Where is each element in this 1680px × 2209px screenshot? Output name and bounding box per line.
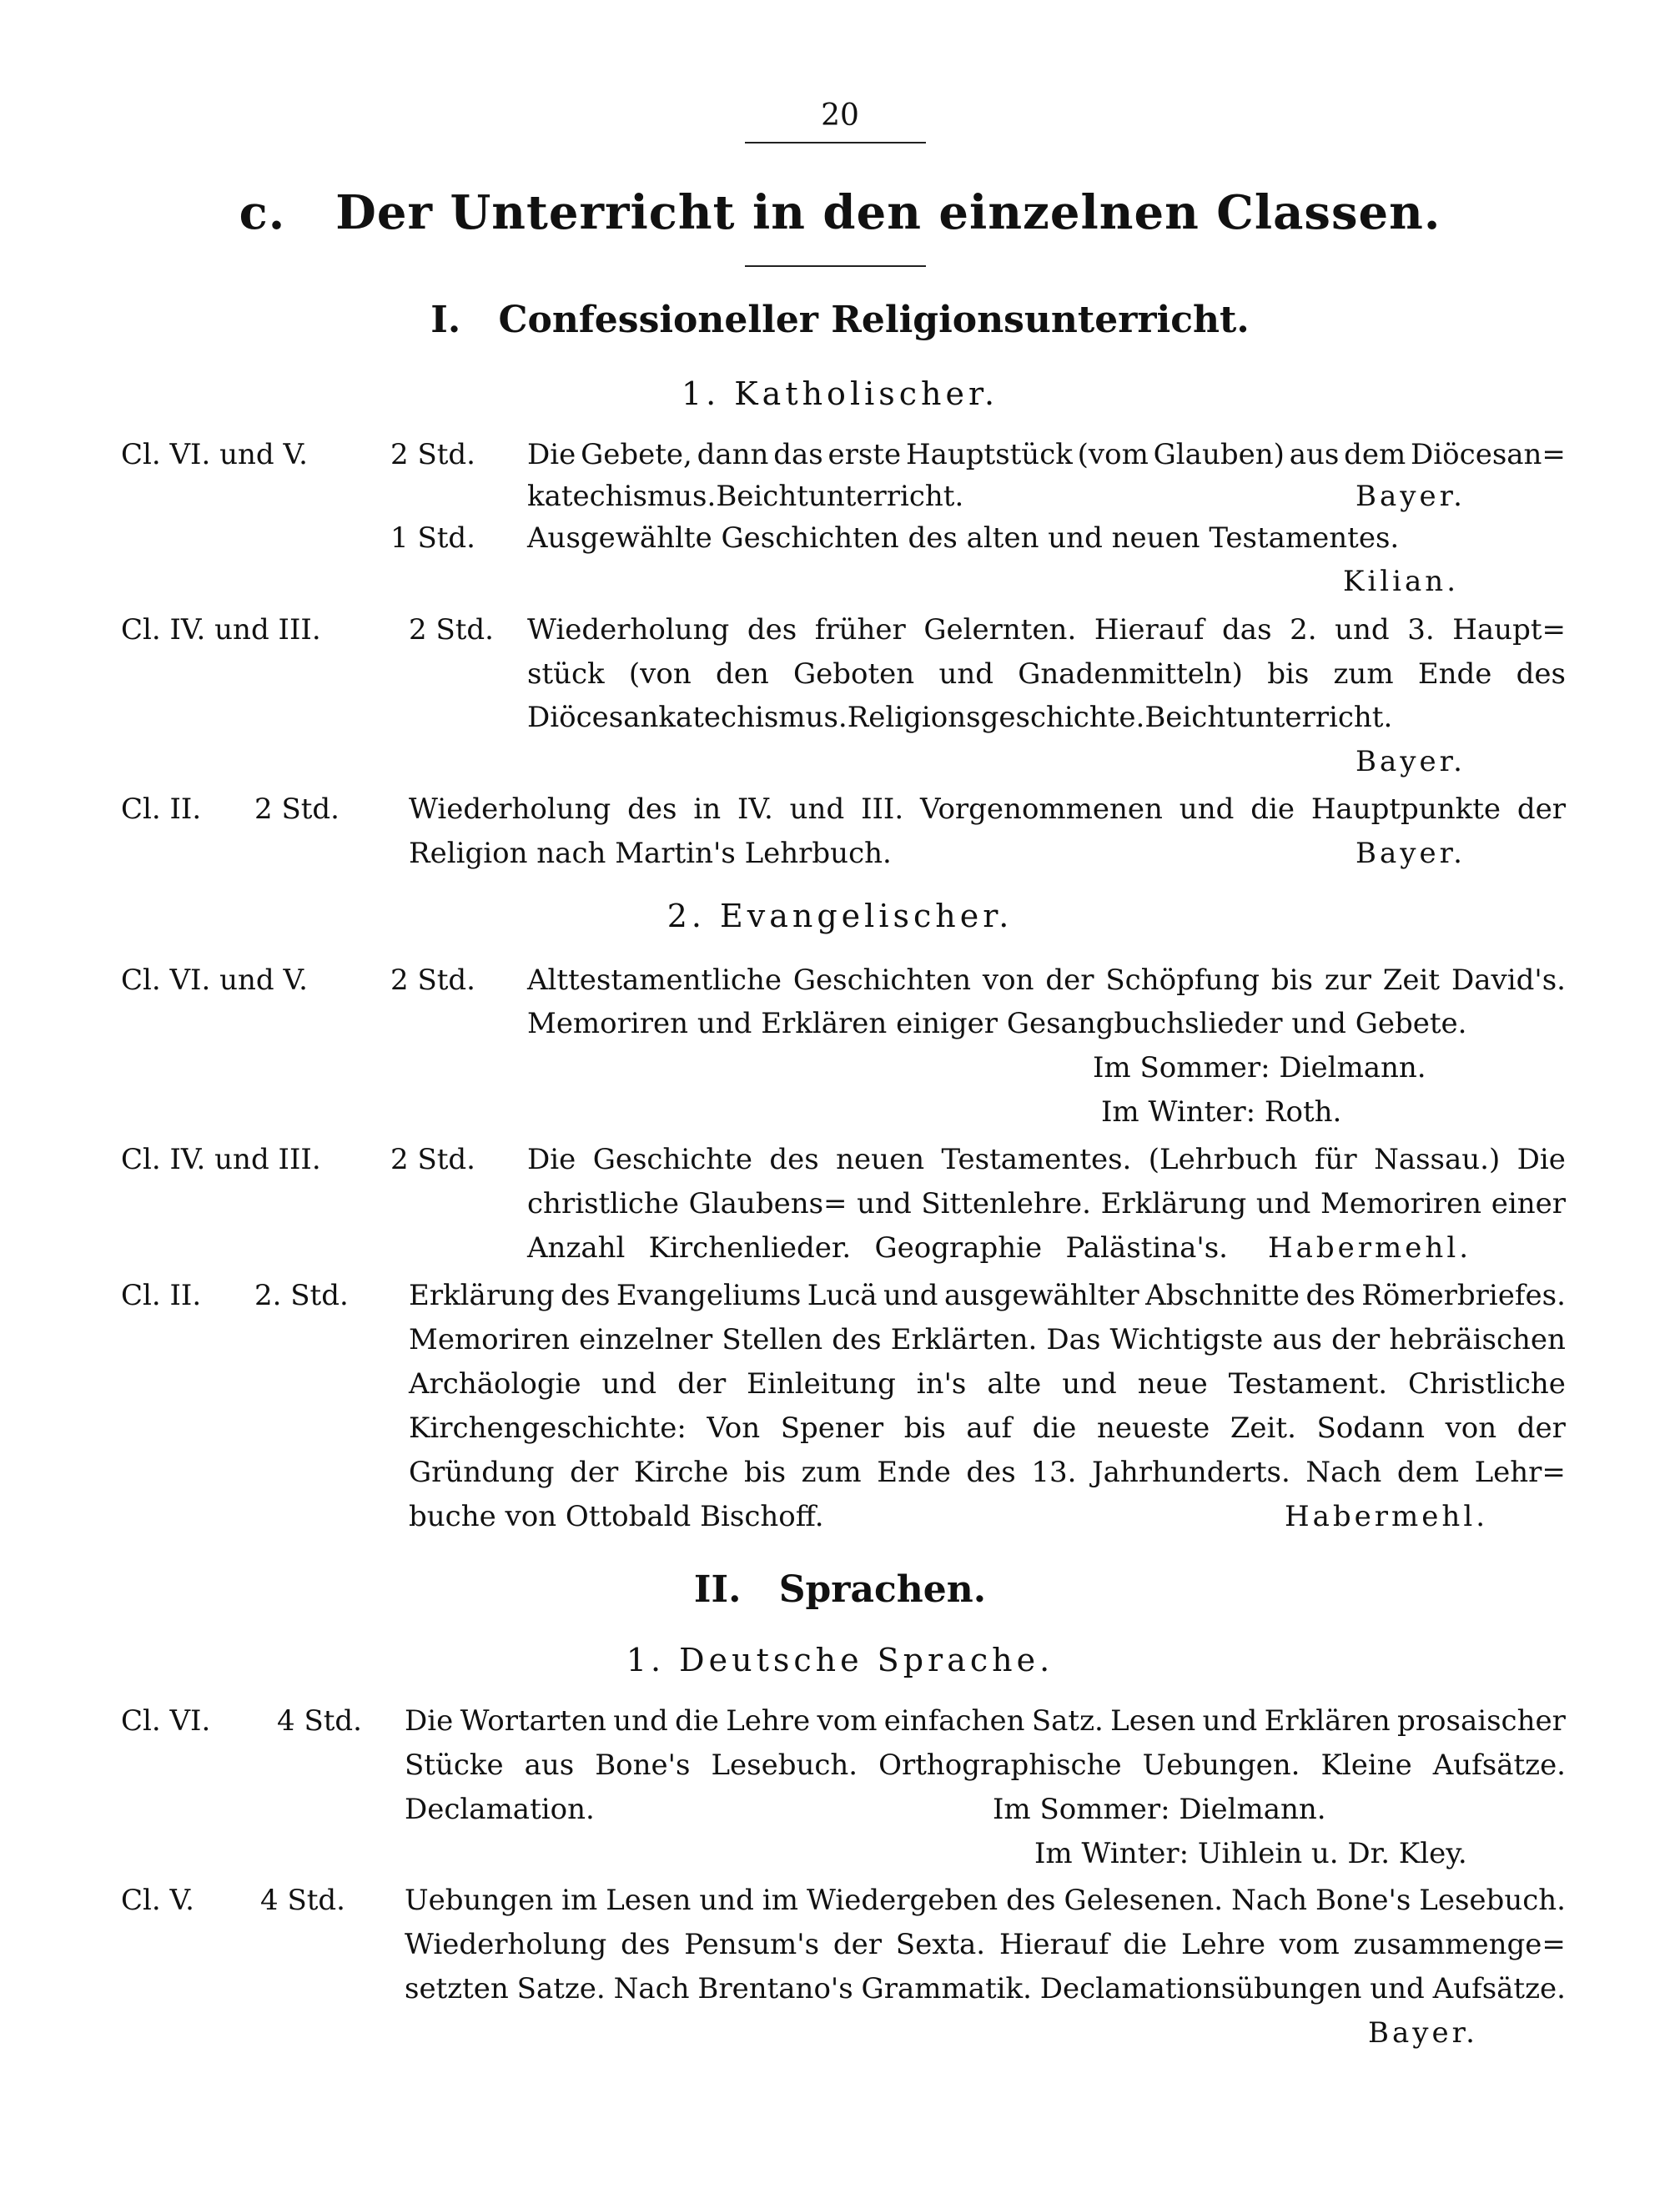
word: Sexta. (895, 1928, 986, 1961)
word: Lesebuch. (711, 1749, 858, 1782)
word: einer (1491, 1187, 1566, 1220)
teacher-summer: Im Sommer: Dielmann. (993, 1793, 1326, 1826)
word: und (938, 657, 993, 691)
word: der (1331, 1323, 1381, 1356)
word: Die (405, 1704, 454, 1738)
word: Hauptstück (905, 438, 1073, 471)
word: David's. (1451, 964, 1566, 997)
hours-label: 4 Std. (277, 1704, 362, 1738)
word: Nach (613, 1972, 690, 2005)
word: Lucä (807, 1279, 878, 1312)
word: Schöpfung (1105, 964, 1260, 997)
word: Nach (1305, 1456, 1382, 1489)
word: Wiederholung (527, 613, 730, 647)
word: 3. (1407, 613, 1435, 647)
word: Beichtunterricht. (716, 480, 964, 513)
word: des (627, 793, 677, 826)
word: vom (1279, 1928, 1340, 1961)
word: im (561, 1884, 598, 1917)
word: Lehr= (1474, 1456, 1566, 1489)
text-line (527, 964, 1566, 997)
word: des (561, 1279, 611, 1312)
text-line: Religion nach Martin's Lehrbuch. (409, 837, 892, 870)
text-line (409, 1456, 1566, 1489)
word: und (857, 1187, 912, 1220)
text-line (527, 701, 1393, 734)
word: neueste (1096, 1411, 1210, 1445)
word: Nach (1231, 1884, 1308, 1917)
word: Uebungen (405, 1884, 554, 1917)
section-title (0, 185, 1680, 240)
word: des (621, 1928, 671, 1961)
word: Gnadenmitteln) (1018, 657, 1243, 691)
word: und (883, 1279, 938, 1312)
text-line: buche von Ottobald Bischoff. (409, 1500, 824, 1533)
hours-label: 4 Std. (260, 1884, 345, 1917)
word: Aufsätze. (1432, 1749, 1566, 1782)
word: Kirche (633, 1456, 729, 1489)
word: erste (827, 438, 902, 471)
word: Wortarten (460, 1704, 606, 1738)
class-label: Cl. VI. und V. (121, 438, 308, 471)
word: von (982, 964, 1034, 997)
teacher-name: Bayer. (1356, 745, 1466, 778)
word: Bone's (1315, 1884, 1411, 1917)
word: Grammatik. (861, 1972, 1032, 2005)
word: und (601, 1367, 657, 1401)
word: Stücke (405, 1749, 504, 1782)
word: Das (1046, 1323, 1101, 1356)
word: Jahrhunderts. (1091, 1456, 1290, 1489)
word: Geschichte (592, 1143, 752, 1176)
word: das (773, 438, 823, 471)
word: Erklären (1264, 1704, 1391, 1738)
text-line (409, 1323, 1566, 1356)
word: Testament. (1228, 1367, 1388, 1401)
word: neuen (836, 1143, 925, 1176)
text-line (409, 1411, 1566, 1445)
word: einzelner (579, 1323, 713, 1356)
word: und (1335, 613, 1390, 647)
heading-languages-text: Sprachen. (778, 1568, 987, 1611)
text-line (405, 1972, 1566, 2005)
heading-languages (0, 1568, 1680, 1611)
word: Satze. (516, 1972, 606, 2005)
word: bis (1270, 964, 1313, 997)
class-label: Cl. II. (121, 1279, 202, 1312)
word: Gelesenen. (1064, 1884, 1224, 1917)
word: Declamationsübungen (1039, 1972, 1362, 2005)
word: 13. (1031, 1456, 1077, 1489)
word: Diöcesankatechismus. (527, 701, 848, 734)
word: die (675, 1704, 719, 1738)
section-title-letter: c. (239, 185, 286, 240)
word: bis (743, 1456, 787, 1489)
hours-label: 2 Std. (409, 613, 494, 647)
word: Geboten (793, 657, 915, 691)
word: zur (1324, 964, 1371, 997)
word: die (1032, 1411, 1077, 1445)
hours-label: 2. Std. (254, 1279, 349, 1312)
teacher-name: Habermehl. (1268, 1231, 1471, 1265)
word: der (1517, 1411, 1566, 1445)
word: in (693, 793, 722, 826)
class-label: Cl. VI. und V. (121, 964, 308, 997)
heading-protestant: 2. Evangelischer. (666, 898, 1014, 934)
text-line (527, 613, 1566, 647)
word: zusammenge= (1353, 1928, 1566, 1961)
word: im (762, 1884, 799, 1917)
text-line (405, 1704, 1566, 1738)
text-line (409, 1279, 1566, 1312)
word: Brentano's (697, 1972, 853, 2005)
word: Uebungen. (1142, 1749, 1300, 1782)
word: von (1445, 1411, 1497, 1445)
word: Palästina's. (1065, 1231, 1228, 1265)
word: und (789, 793, 845, 826)
section-title-text: Der Unterricht in den einzelnen Classen. (335, 185, 1441, 240)
word: Die (1517, 1143, 1566, 1176)
word: Nassau.) (1374, 1143, 1501, 1176)
word: hebräischen (1389, 1323, 1566, 1356)
word: Wichtigste (1109, 1323, 1264, 1356)
word: Stellen (722, 1323, 823, 1356)
word: Memoriren (409, 1323, 571, 1356)
word: Kirchengeschichte: (409, 1411, 687, 1445)
word: der (570, 1456, 619, 1489)
word: und (1062, 1367, 1117, 1401)
word: des (769, 1143, 819, 1176)
word: aus (1289, 438, 1340, 471)
word: zum (1333, 657, 1394, 691)
word: Lesen (1110, 1704, 1196, 1738)
word: Hierauf (1094, 613, 1205, 647)
word: Religionsgeschichte. (847, 701, 1145, 734)
word: und (699, 1884, 754, 1917)
teacher-winter: Im Winter: Uihlein u. Dr. Kley. (1034, 1837, 1467, 1870)
word: Gründung (409, 1456, 555, 1489)
word: dann (697, 438, 769, 471)
heading-german: 1. Deutsche Sprache. (626, 1642, 1054, 1678)
word: Wiederholung (409, 793, 611, 826)
word: Ende (877, 1456, 951, 1489)
word: Wiederholung (405, 1928, 607, 1961)
word: katechismus. (527, 480, 717, 513)
word: Erklärten. (890, 1323, 1038, 1356)
word: die (1123, 1928, 1168, 1961)
hours-label: 2 Std. (390, 438, 475, 471)
text-line (527, 657, 1566, 691)
teacher-name: Bayer. (1356, 837, 1466, 870)
text-line: Memoriren und Erklären einiger Gesangbuchslieder und Gebete. (527, 1007, 1467, 1040)
word: Anzahl (527, 1231, 626, 1265)
page-number-rule (745, 142, 926, 143)
class-label: Cl. V. (121, 1884, 194, 1917)
word: Geschichten (792, 964, 972, 997)
word: Christliche (1407, 1367, 1566, 1401)
text-line (405, 1928, 1566, 1961)
word: christliche (527, 1187, 679, 1220)
word: Lesen (606, 1884, 692, 1917)
heading-confessional-num: I. (430, 299, 461, 341)
word: Zeit. (1230, 1411, 1296, 1445)
word: Gelernten. (923, 613, 1077, 647)
word: Zeit (1382, 964, 1441, 997)
word: IV. (737, 793, 773, 826)
class-label: Cl. II. (121, 793, 202, 826)
teacher-name: Habermehl. (1285, 1500, 1488, 1533)
word: Evangeliums (616, 1279, 802, 1312)
class-label: Cl. IV. und III. (121, 613, 321, 647)
word: vom (817, 1704, 878, 1738)
word: Hierauf (998, 1928, 1109, 1961)
word: der (677, 1367, 727, 1401)
word: alte (987, 1367, 1042, 1401)
word: (von (628, 657, 692, 691)
word: auf (966, 1411, 1013, 1445)
word: 2. (1290, 613, 1317, 647)
word: Diöcesan= (1411, 438, 1566, 471)
word: Alttestamentliche (527, 964, 782, 997)
word: Bone's (595, 1749, 691, 1782)
word: Orthographische (878, 1749, 1122, 1782)
word: Glauben) (1153, 438, 1285, 471)
text-line (405, 1749, 1566, 1782)
teacher-summer: Im Sommer: Dielmann. (1093, 1051, 1426, 1084)
word: Die (527, 438, 576, 471)
word: des (1516, 657, 1566, 691)
word: dem (1344, 438, 1406, 471)
word: aus (524, 1749, 575, 1782)
word: Vorgenommenen (920, 793, 1163, 826)
teacher-name: Bayer. (1356, 480, 1466, 513)
word: Haupt= (1452, 613, 1566, 647)
text-line: Declamation. (405, 1793, 595, 1826)
word: der (832, 1928, 882, 1961)
word: Testamentes. (941, 1143, 1132, 1176)
hours-label: 2 Std. (254, 793, 340, 826)
class-label: Cl. IV. und III. (121, 1143, 321, 1176)
word: Erklärung (409, 1279, 555, 1312)
heading-catholic: 1. Katholischer. (681, 375, 999, 412)
word: der (1045, 964, 1094, 997)
word: Gebete, (581, 438, 692, 471)
word: für (1314, 1143, 1357, 1176)
text-line (527, 480, 964, 513)
word: III. (861, 793, 904, 826)
text-line (409, 1367, 1566, 1401)
word: Abschnitte (1145, 1279, 1300, 1312)
word: prosaischer (1397, 1704, 1566, 1738)
page-number: 20 (821, 98, 859, 133)
word: Pensum's (684, 1928, 820, 1961)
teacher-name: Kilian. (1343, 565, 1459, 598)
word: stück (527, 657, 605, 691)
word: des (832, 1323, 882, 1356)
word: (vom (1077, 438, 1149, 471)
word: Sittenlehre. (921, 1187, 1091, 1220)
word: des (966, 1456, 1016, 1489)
word: Lesebuch. (1419, 1884, 1566, 1917)
hours-label: 1 Std. (390, 521, 475, 555)
word: früher (814, 613, 906, 647)
class-label: Cl. VI. (121, 1704, 211, 1738)
text-line: Ausgewählte Geschichten des alten und neuen Testamentes. (527, 521, 1400, 555)
word: (Lehrbuch (1148, 1143, 1298, 1176)
teacher-winter: Im Winter: Roth. (1101, 1095, 1342, 1129)
word: des (747, 613, 797, 647)
word: der (1517, 793, 1566, 826)
word: Von (707, 1411, 761, 1445)
word: Kleine (1320, 1749, 1412, 1782)
word: und (1370, 1972, 1425, 2005)
word: Hauptpunkte (1310, 793, 1501, 826)
word: dem (1396, 1456, 1460, 1489)
word: bis (1267, 657, 1310, 691)
word: und (1255, 1187, 1311, 1220)
word: Einleitung (747, 1367, 896, 1401)
word: das (1222, 613, 1272, 647)
word: Satz. (1031, 1704, 1104, 1738)
word: und (1202, 1704, 1258, 1738)
hours-label: 2 Std. (390, 1143, 475, 1176)
word: Memoriren (1320, 1187, 1482, 1220)
text-line (527, 1187, 1566, 1220)
word: zum (801, 1456, 862, 1489)
word: Beichtunterricht. (1144, 701, 1393, 734)
hours-label: 2 Std. (390, 964, 475, 997)
word: Lehre (726, 1704, 811, 1738)
word: Die (527, 1143, 576, 1176)
word: Erklärung (1100, 1187, 1247, 1220)
text-line (527, 1231, 1228, 1265)
word: Aufsätze. (1432, 1972, 1566, 2005)
word: aus (1272, 1323, 1322, 1356)
word: Ende (1417, 657, 1492, 691)
text-line (527, 1143, 1566, 1176)
word: ausgewählter (943, 1279, 1139, 1312)
word: und (613, 1704, 668, 1738)
word: die (1250, 793, 1295, 826)
word: Archäologie (409, 1367, 581, 1401)
word: neue (1137, 1367, 1208, 1401)
word: Sodann (1316, 1411, 1426, 1445)
word: Geographie (874, 1231, 1043, 1265)
word: des (1006, 1884, 1056, 1917)
word: einfachen (883, 1704, 1025, 1738)
word: setzten (405, 1972, 509, 2005)
word: bis (903, 1411, 946, 1445)
word: in's (916, 1367, 967, 1401)
word: Lehre (1180, 1928, 1265, 1961)
word: den (715, 657, 769, 691)
title-rule (745, 265, 926, 267)
text-line (527, 438, 1566, 471)
word: Wiedergeben (807, 1884, 998, 1917)
word: Römerbriefes. (1361, 1279, 1566, 1312)
heading-languages-num: II. (693, 1568, 742, 1611)
teacher-name: Bayer. (1368, 2016, 1478, 2050)
text-line (405, 1884, 1566, 1917)
word: Spener (780, 1411, 884, 1445)
word: Glaubens= (688, 1187, 848, 1220)
word: des (1305, 1279, 1356, 1312)
word: und (1179, 793, 1235, 826)
text-line (409, 793, 1566, 826)
heading-confessional-text: Confessioneller Religionsunterricht. (498, 299, 1250, 341)
heading-confessional (0, 299, 1680, 341)
word: Kirchenlieder. (648, 1231, 852, 1265)
